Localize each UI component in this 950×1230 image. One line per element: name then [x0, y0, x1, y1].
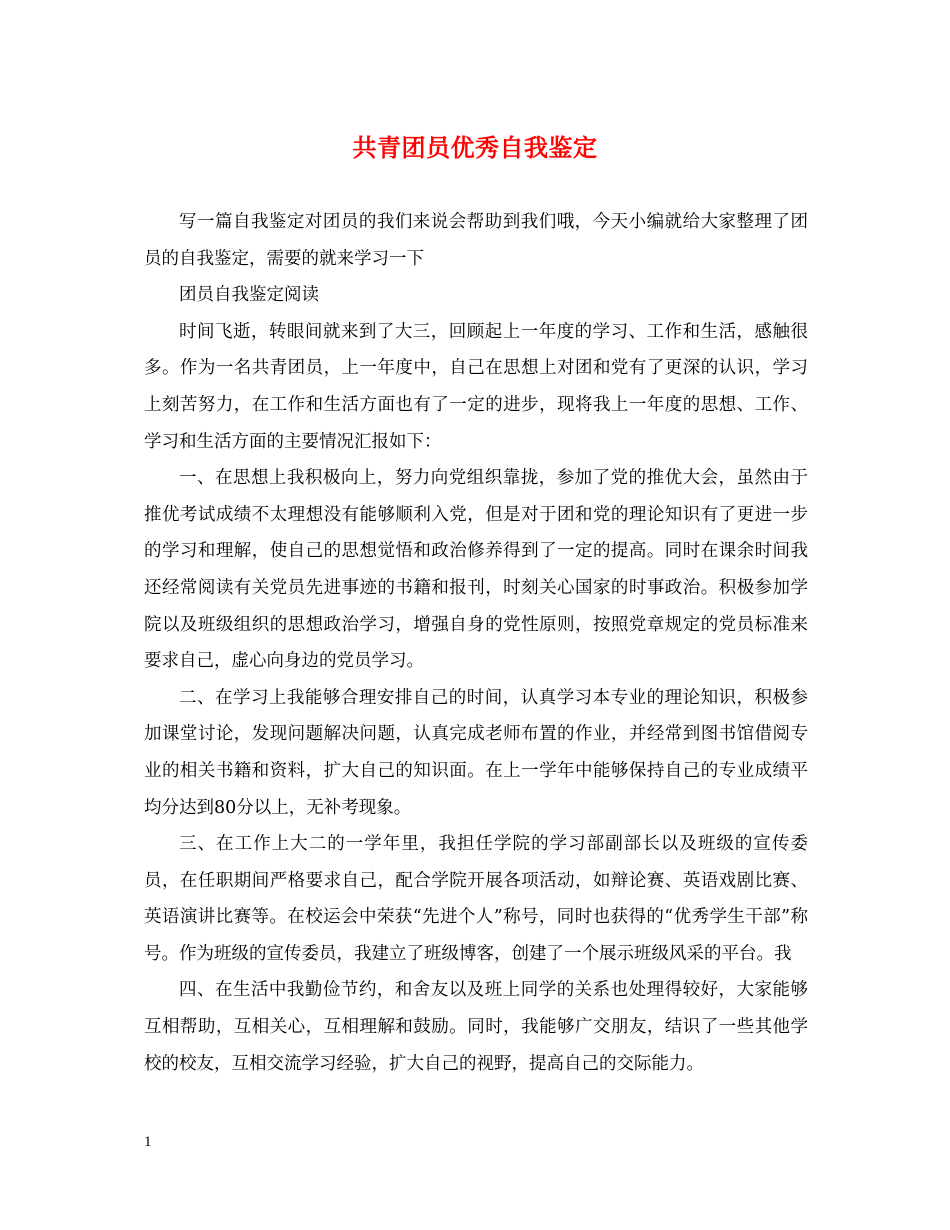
work-paragraph: 三、在工作上大二的一学年里，我担任学院的学习部副部长以及班级的宣传委员，在任职期间严格要求自己，配合学院开展各项活动，如辩论赛、英语戏剧比赛、英语演讲比赛等。在校运会中荣获“先进个人”称号，同时也获得的“优秀学生干部”称号。作为班级的宣传委员，我建立了班级博客，创建了一个展示班级风采的平台。我: [144, 834, 808, 964]
section-heading-paragraph: 团员自我鉴定阅读: [179, 285, 319, 306]
life-paragraph: 四、在生活中我勤俭节约，和舍友以及班上同学的关系也处理得较好，大家能够互相帮助，互相关心，互相理解和鼓励。同时，我能够广交朋友，结识了一些其他学校的校友，互相交流学习经验，扩大自己的视野，提高自己的交际能力。: [144, 980, 808, 1074]
study-paragraph: 二、在学习上我能够合理安排自己的时间，认真学习本专业的理论知识，积极参加课堂讨论，发现问题解决问题，认真完成老师布置的作业，并经常到图书馆借阅专业的相关书籍和资料，扩大自己的知识面。在上一学年中能够保持自己的专业成绩平均分达到80分以上，无补考现象。: [144, 687, 808, 818]
page-number: 1: [144, 1134, 152, 1150]
document-title: 共青团员优秀自我鉴定: [352, 133, 598, 162]
overview-paragraph: 时间飞逝，转眼间就来到了大三，回顾起上一年度的学习、工作和生活，感触很多。作为一名共青团员，上一年度中，自己在思想上对团和党有了更深的认识，学习上刻苦努力，在工作和生活方面也有了一定的进步，现将我上一年度的思想、工作、学习和生活方面的主要情况汇报如下：: [144, 321, 808, 452]
intro-paragraph: 写一篇自我鉴定对团员的我们来说会帮助到我们哦，今天小编就给大家整理了团员的自我鉴定，需要的就来学习一下: [144, 212, 808, 269]
document-body: [144, 204, 808, 1082]
thought-paragraph: 一、在思想上我积极向上，努力向党组织靠拢，参加了党的推优大会，虽然由于推优考试成绩不太理想没有能够顺利入党，但是对于团和党的理论知识有了更进一步的学习和理解，使自己的思想觉悟和政治修养得到了一定的提高。同时在课余时间我还经常阅读有关党员先进事迹的书籍和报刊，时刻关心国家的时事政治。积极参加学院以及班级组织的思想政治学习，增强自身的党性原则，按照党章规定的党员标准来要求自己，虚心向身边的党员学习。: [144, 468, 808, 672]
